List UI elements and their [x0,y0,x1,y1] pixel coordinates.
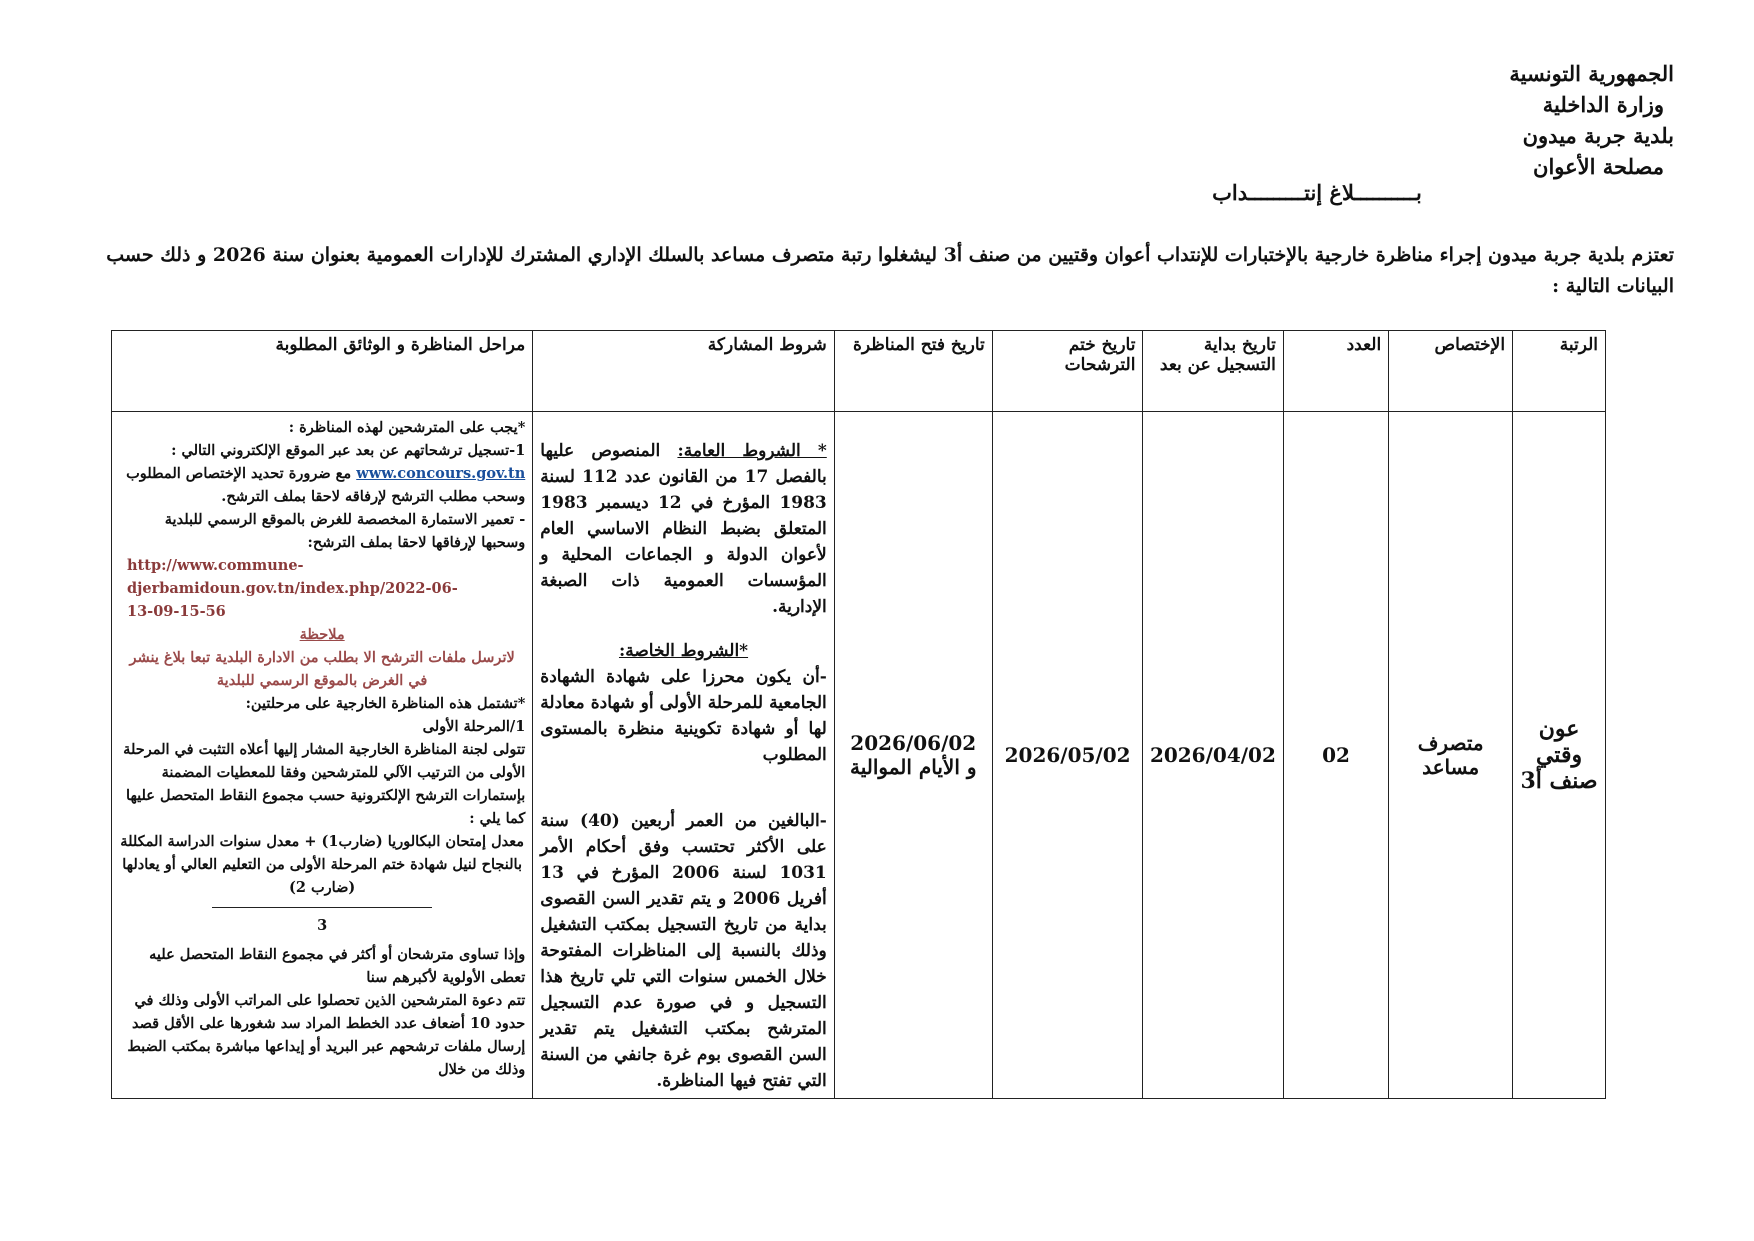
separator-line [212,907,432,908]
cell-grade: عون وقتي صنف أ3 [1513,412,1606,1099]
exam-following-days: و الأيام الموالية [849,755,977,779]
header-count: العدد [1283,331,1388,412]
note-text: لاترسل ملفات الترشح الا بطلب من الادارة البلدية تبعا بلاغ ينشر في الغرض بالموقع الرسمي للبلدية [129,649,515,689]
table-header-row [112,331,1606,412]
tie-break-rule: وإذا تساوى مترشحان أو أكثر في مجموع النقاط المتحصل عليه تعطى الأولوية لأكبرهم سنا [149,946,526,986]
header-republic: الجمهورية التونسية [1509,61,1674,86]
intro-paragraph: تعتزم بلدية جربة ميدون إجراء مناظرة خارجية بالإختبارات للإنتداب أعوان وقتيين من صنف أ3 ليشغلوا رتبة متصرف مساعد بالسلك الإداري المشترك للإدارات العمومية بعنوان سنة 2026 و ذلك حسب البيانات التالية : [106,244,1674,297]
issuer-header [1509,58,1674,182]
page-number: 3 [317,917,328,934]
header-specialty: الإختصاص [1389,331,1513,412]
cell-stages [112,412,533,1099]
stage-one-text: تتولى لجنة المناظرة الخارجية المشار إليها أعلاه التثبت في المرحلة الأولى من الترتيب الآلي للمترشحين وفقا للمعطيات المضمنة بإستمارات الترشح الإلكترونية حسب مجموع النقاط المتحصل عليها كما يلي : [123,741,526,827]
header-exam-date: تاريخ فتح المناظرة [834,331,992,412]
stages-two-phases: *تشتمل هذه المناظرة الخارجية على مرحلتين: [245,695,526,712]
stages-specialty-note: مع ضرورة تحديد الإختصاص المطلوب وسحب مطلب الترشح لإرفاقه لاحقا بملف الترشح. [126,465,526,505]
general-conditions-title: * الشروط العامة: [677,441,827,461]
concours-link[interactable]: www.concours.gov.tn [356,465,526,482]
commune-link-part1: http://www.commune- [127,557,304,574]
header-stages: مراحل المناظرة و الوثائق المطلوبة [112,331,533,412]
exam-date: 2026/06/02 [850,731,977,755]
stages-form-note: - تعمير الاستمارة المخصصة للغرض بالموقع الرسمي للبلدية وسحبها لإرفاقها لاحقا بملف الترشح: [164,511,526,551]
cell-registration-start: 2026/04/02 [1143,412,1283,1099]
general-conditions-text: المنصوص عليها بالفصل 17 من القانون عدد 112 لسنة 1983 المؤرخ في 12 ديسمبر 1983 المتعلق بضبط النظام الاساسي العام لأعوان الدولة و الجماعات المحلية و المؤسسات العمومية ذات الصبغة الإدارية. [540,441,827,617]
note-title: ملاحظة [299,626,345,643]
header-grade: الرتبة [1513,331,1606,412]
header-conditions: شروط المشاركة [533,331,834,412]
cell-exam-date [834,412,992,1099]
cell-count: 02 [1283,412,1388,1099]
header-department: مصلحة الأعوان [1533,154,1664,179]
recruitment-table [111,330,1606,1099]
header-applications-close: تاريخ ختم الترشحات [992,331,1143,412]
stages-intro: *يجب على المترشحين لهذه المناظرة : [288,419,526,436]
cell-specialty: متصرف مساعد [1389,412,1513,1099]
stage-one-title: 1/المرحلة الأولى [422,718,526,735]
special-condition-age: -البالغين من العمر أربعين (40) سنة على الأكثر تحتسب وفق أحكام الأمر 1031 لسنة 2006 المؤرخ في 13 أفريل 2006 و يتم تقدير السن القصوى بداية من تاريخ التسجيل بمكتب التشغيل وذلك بالنسبة إلى المناظرات المفتوحة خلال الخمس سنوات التي تلي تاريخ هذا التسجيل و في صورة عدم التسجيل المترشح بمكتب التشغيل يتم تقدير السن القصوى بوم غرة جانفي من السنة التي تفتح فيها المناظرة. [540,811,827,1091]
score-formula: معدل إمتحان البكالوريا (ضارب1) + معدل سنوات الدراسة المكللة بالنجاح لنيل شهادة ختم المرحلة الأولى من التعليم العالي أو يعادلها (ضارب 2) [120,833,524,896]
commune-link-part3: 13-09-15-56 [127,603,226,620]
header-registration-start: تاريخ بداية التسجيل عن بعد [1143,331,1283,412]
header-ministry: وزارة الداخلية [1542,92,1664,117]
invitation-rule: تتم دعوة المترشحين الذين تحصلوا على المراتب الأولى وذلك في حدود 10 أضعاف عدد الخطط المراد سد شغورها على الأقل قصد إرسال ملفات ترشحهم عبر البريد أو إيداعها مباشرة بمكتب الضبط وذلك من خلال [127,992,526,1078]
special-condition-diploma: -أن يكون محرزا على شهادة الشهادة الجامعية للمرحلة الأولى أو شهادة معادلة لها أو شهادة تكوينية منظرة بالمستوى المطلوب [540,667,827,765]
stages-step-register: 1-تسجيل ترشحاتهم عن بعد عبر الموقع الإلكتروني التالي : [171,442,526,459]
header-municipality: بلدية جربة ميدون [1522,123,1674,148]
table-row [112,412,1606,1099]
page-title: بــــــــــلاغ إنتـــــــــداب [1212,180,1422,205]
cell-conditions [533,412,834,1099]
commune-link-part2: djerbamidoun.gov.tn/index.php/2022-06- [127,580,458,597]
special-conditions-title: *الشروط الخاصة: [618,641,749,661]
cell-applications-close: 2026/05/02 [992,412,1143,1099]
commune-link[interactable] [119,554,525,623]
